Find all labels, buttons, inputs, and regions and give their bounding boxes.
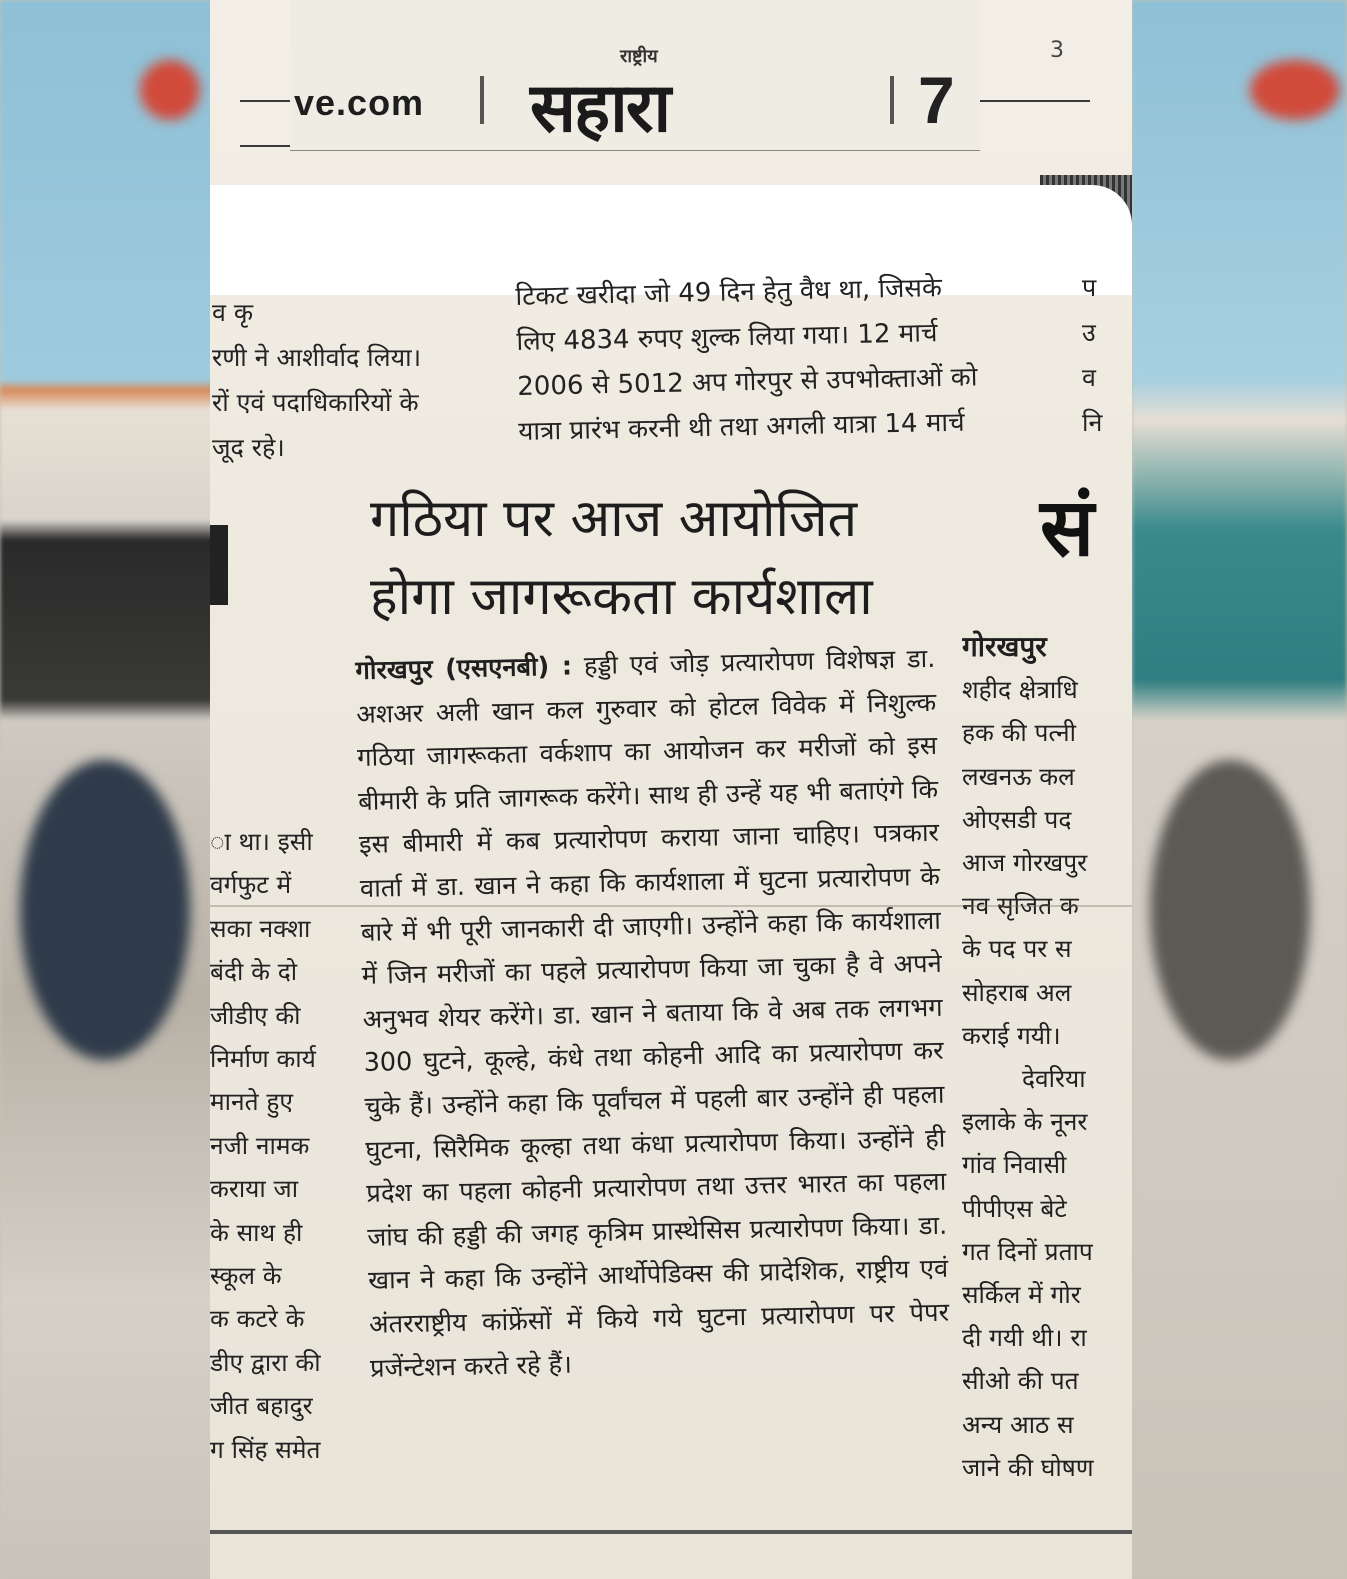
- side-headline-fragment: सं: [1040, 481, 1095, 574]
- paper-fold: [210, 905, 1132, 907]
- text-line: कराई गयी।: [962, 1020, 1061, 1050]
- text-line: के साथ ही: [210, 1217, 303, 1247]
- right-column: [962, 625, 1132, 1489]
- headline-line: गठिया पर आज आयोजित: [370, 489, 858, 549]
- newspaper-clipping: [210, 0, 1132, 1579]
- background-blob: [140, 60, 200, 120]
- background-blob: [1250, 60, 1340, 120]
- masthead-brand-small: राष्ट्रीय: [620, 46, 658, 67]
- article-body: [355, 638, 950, 1391]
- text-line: मानते हुए: [210, 1087, 293, 1117]
- text-line: जीत बहादुर: [210, 1391, 313, 1421]
- bottom-rule: [210, 1530, 1132, 1534]
- text-line: दी गयी थी। रा: [962, 1323, 1087, 1353]
- text-line: प: [1082, 273, 1097, 302]
- top-left-column: [212, 290, 421, 470]
- rule-line: [980, 100, 1090, 102]
- left-column: [210, 820, 340, 1471]
- text-line: सका नक्शा: [210, 913, 311, 943]
- text-line: अन्य आठ स: [962, 1409, 1074, 1439]
- text-line: रणी ने आशीर्वाद लिया।: [212, 343, 422, 372]
- text-line: जाने की घोषण: [962, 1452, 1094, 1482]
- text-line: बंदी के दो: [210, 957, 298, 987]
- text-line: व: [1082, 363, 1096, 392]
- text-line: व कृ: [212, 298, 254, 327]
- text-line: हक की पत्नी: [962, 718, 1076, 748]
- text-line: लखनऊ कल: [962, 761, 1075, 791]
- masthead-logo: सहारा: [530, 69, 670, 148]
- text-line: सर्किल में गोर: [962, 1280, 1081, 1310]
- text-line: जूद रहे।: [212, 433, 285, 462]
- background-blob: [20, 760, 190, 1060]
- text-line: उ: [1082, 318, 1096, 347]
- masthead: [290, 0, 1064, 151]
- text-line: क कटरे के: [210, 1304, 305, 1334]
- text-line: नि: [1082, 408, 1103, 437]
- text-line: ा था। इसी: [210, 827, 313, 856]
- text-line: जीडीए की: [210, 1000, 301, 1030]
- text-line: शहीद क्षेत्राधि: [962, 675, 1078, 705]
- rule-line: [240, 145, 290, 147]
- top-middle-column: [515, 265, 979, 455]
- text-line: 2006 से 5012 अप गोरपुर से उपभोक्ताओं को: [517, 362, 978, 402]
- text-line: सीओ की पत: [962, 1366, 1079, 1396]
- top-right-column: [1082, 265, 1102, 445]
- text-line: ग सिंह समेत: [210, 1434, 321, 1464]
- text-line: लिए 4834 रुपए शुल्क लिया गया। 12 मार्च: [516, 318, 938, 357]
- text-line: गांव निवासी: [962, 1150, 1067, 1180]
- page-number: 7: [918, 63, 955, 137]
- text-line: गत दिनों प्रताप: [962, 1236, 1093, 1266]
- article-body-text: हड्डी एवं जोड़ प्रत्यारोपण विशेषज्ञ डा. अशअर अली खान कल गुरुवार को होटल विवेक में निशुल्क गठिया जागरूकता वर्कशाप का आयोजन कर मरीजों को इस बीमारी के प्रति जागरूक करेंगे। साथ ही उन्हें यह भी बताएंगे कि इस बीमारी में कब प्रत्यारोपण कराया जाना चाहिए। पत्रकार वार्ता में डा. खान ने कहा कि कार्यशाला में घुटना प्रत्यारोपण के बारे में भी पूरी जानकारी दी जाएगी। उन्होंने कहा कि कार्यशाला में जिन मरीजों का पहले प्रत्यारोपण किया जा चुका है वे अपने अनुभव शेयर करेंगे। डा. खान ने बताया कि वे अब तक लगभग 300 घुटने, कूल्हे, कंधे तथा कोहनी आदि का प्रत्यारोपण कर चुके हैं। उन्होंने कहा कि पूर्वांचल में पहली बार उन्होंने ही पहला घुटना, सिरैमिक कूल्हा तथा कंधा प्रत्यारोपण किया। उन्होंने ही प्रदेश का पहला कोहनी प्रत्यारोपण तथा उत्तर भारत का पहला जांघ की हड्डी की जगह कृत्रिम प्रास्थेसिस प्रत्यारोपण किया। डा. खान ने कहा कि उन्होंने आर्थोपेडिक्स की प्रादेशिक, राष्ट्रीय एवं अंतरराष्ट्रीय कांफ्रेंसों में किये गये घुटना प्रत्यारोपण पर पेपर प्रजेंन्टेशन करते रहे हैं।: [356, 643, 950, 1384]
- text-line: नव सृजित क: [962, 891, 1079, 921]
- article-headline: [370, 480, 873, 636]
- text-line: आज गोरखपुर: [962, 848, 1088, 878]
- text-line: कराया जा: [210, 1174, 299, 1204]
- corner-mark: 3: [1050, 38, 1064, 63]
- masthead-separator: [480, 76, 484, 124]
- rule-line: [240, 100, 290, 102]
- headline-line: होगा जागरूकता कार्यशाला: [370, 567, 873, 627]
- text-line: वर्गफुट में: [210, 870, 292, 900]
- text-line: पीपीएस बेटे: [962, 1193, 1067, 1223]
- text-line: रों एवं पदाधिकारियों के: [212, 388, 419, 417]
- masthead-url: ve.com: [294, 82, 425, 123]
- text-line: टिकट खरीदा जो 49 दिन हेतु वैध था, जिसके: [515, 273, 943, 312]
- background-blob: [1150, 760, 1310, 1060]
- text-line: इलाके के नूनर: [962, 1107, 1088, 1137]
- text-line: स्कूल के: [210, 1261, 282, 1291]
- text-line: नजी नामक: [210, 1130, 310, 1160]
- article-dateline: गोरखपुर (एसएनबी) :: [355, 651, 573, 686]
- text-line: सोहराब अल: [962, 977, 1072, 1007]
- text-line: ओएसडी पद: [962, 804, 1072, 834]
- headline-fragment-left: [210, 525, 228, 605]
- text-line: यात्रा प्रारंभ करनी थी तथा अगली यात्रा 14 मार्च: [517, 407, 965, 447]
- text-line: के पद पर स: [962, 934, 1072, 964]
- text-line: निर्माण कार्य: [210, 1044, 316, 1074]
- masthead-separator: [890, 76, 894, 124]
- text-line: देवरिया: [1022, 1064, 1086, 1094]
- text-line: गोरखपुर: [962, 630, 1047, 663]
- text-line: डीए द्वारा की: [210, 1347, 321, 1377]
